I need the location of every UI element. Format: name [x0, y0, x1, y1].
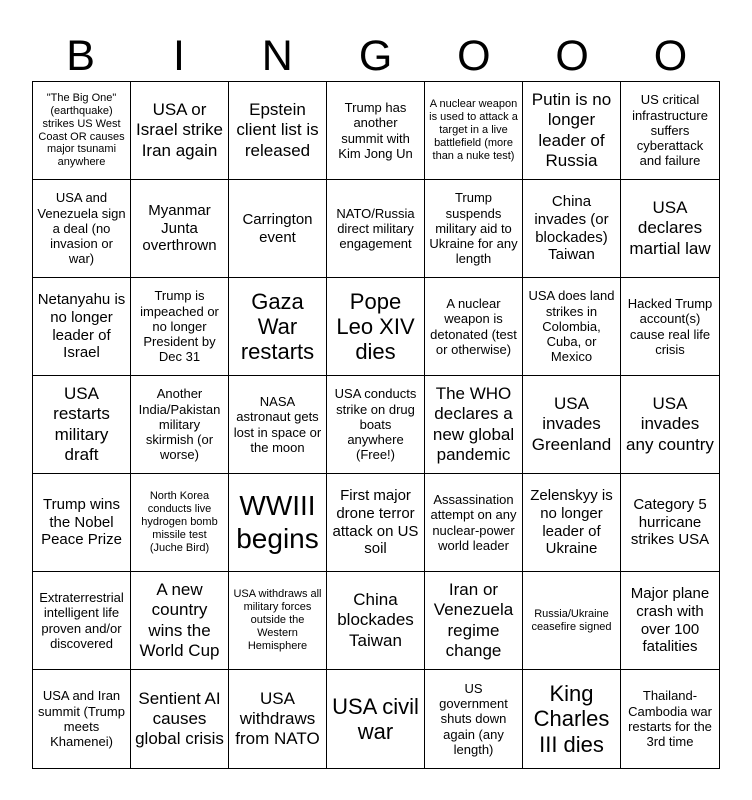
cell-text: Carrington event [242, 210, 313, 246]
bingo-cell[interactable] [425, 376, 523, 474]
cell-text: USA conducts strike on drug boats anywhere (Free!) [334, 386, 417, 463]
cell-text: NATO/Russia direct military engagement [336, 205, 415, 252]
bingo-cell[interactable] [327, 376, 425, 474]
bingo-cell[interactable] [327, 278, 425, 376]
bingo-cell[interactable] [425, 572, 523, 670]
bingo-cell[interactable] [33, 278, 131, 376]
cell-text: "The Big One" (earthquake) strikes US West Coast OR causes major tsunami anywhere [38, 91, 125, 169]
bingo-cell[interactable] [131, 670, 229, 768]
bingo-cell[interactable] [327, 474, 425, 572]
bingo-header [32, 30, 720, 82]
cell-text: USA or Israel strike Iran again [136, 100, 223, 160]
cell-text: Iran or Venezuela regime change [433, 580, 514, 660]
cell-text: Sentient AI causes global crisis [135, 688, 224, 749]
header-letter-n: N [261, 32, 294, 80]
cell-text: USA declares martial law [629, 198, 711, 258]
bingo-cell[interactable] [33, 572, 131, 670]
header-letter-o2: O [555, 32, 590, 80]
cell-text: China invades (or blockades) Taiwan [534, 193, 609, 264]
cell-text: Trump is impeached or no longer President by Dec 31 [140, 288, 219, 365]
cell-text: USA and Iran summit (Trump meets Khamenei) [38, 688, 125, 750]
cell-text: Hacked Trump account(s) cause real life crisis [627, 295, 713, 357]
cell-text: USA withdraws from NATO [235, 688, 320, 749]
bingo-cell[interactable] [621, 82, 719, 180]
header-letter-g: G [358, 32, 394, 80]
bingo-cell[interactable] [425, 180, 523, 278]
bingo-cell[interactable] [425, 670, 523, 768]
bingo-cell[interactable] [621, 376, 719, 474]
cell-text: USA civil war [332, 693, 419, 744]
bingo-cell[interactable] [229, 572, 327, 670]
cell-text: Thailand-Cambodia war restarts for the 3rd time [628, 688, 712, 750]
bingo-cell[interactable] [33, 82, 131, 180]
bingo-cell[interactable] [33, 180, 131, 278]
cell-text: Trump wins the Nobel Peace Prize [41, 495, 122, 549]
bingo-cell[interactable] [523, 572, 621, 670]
bingo-cell[interactable] [327, 180, 425, 278]
bingo-cell[interactable] [229, 670, 327, 768]
cell-text: USA withdraws all military forces outside the Western Hemisphere [233, 588, 322, 652]
bingo-cell[interactable] [425, 278, 523, 376]
bingo-cell[interactable] [523, 180, 621, 278]
bingo-cell[interactable] [523, 474, 621, 572]
bingo-grid [32, 81, 720, 769]
bingo-cell[interactable] [33, 376, 131, 474]
cell-text: US government shuts down again (any length) [439, 680, 508, 757]
bingo-cell[interactable] [131, 474, 229, 572]
cell-text: USA invades Greenland [531, 394, 612, 454]
bingo-cell[interactable] [33, 474, 131, 572]
bingo-cell[interactable] [229, 376, 327, 474]
bingo-cell[interactable] [131, 376, 229, 474]
cell-text: Pope Leo XIV dies [336, 288, 415, 365]
cell-text: A nuclear weapon is detonated (test or otherwise) [430, 295, 517, 357]
cell-text: WWIII begins [236, 490, 319, 554]
bingo-cell[interactable] [621, 474, 719, 572]
cell-text: Extraterrestrial intelligent life proven and/or discovered [39, 589, 124, 651]
header-letter-o3: O [653, 32, 689, 80]
cell-text: Category 5 hurricane strikes USA [630, 495, 710, 549]
bingo-cell[interactable] [621, 572, 719, 670]
cell-text: A nuclear weapon is used to attack a target in a live battlefield (more than a nuke test) [429, 98, 518, 162]
cell-text: Trump has another summit with Kim Jong Un [338, 99, 413, 161]
bingo-cell[interactable] [621, 278, 719, 376]
bingo-cell[interactable] [229, 180, 327, 278]
cell-text: China blockades Taiwan [337, 590, 414, 650]
bingo-cell[interactable] [131, 180, 229, 278]
bingo-cell[interactable] [523, 376, 621, 474]
cell-text: NASA astronaut gets lost in space or the moon [233, 393, 322, 455]
cell-text: Russia/Ukraine ceasefire signed [531, 607, 612, 633]
header-letter-o1: O [457, 32, 492, 80]
cell-text: Putin is no longer leader of Russia [531, 90, 612, 170]
cell-text: US critical infrastructure suffers cyberattack and failure [632, 92, 708, 169]
bingo-cell[interactable] [327, 82, 425, 180]
cell-text: Assassination attempt on any nuclear-power world leader [430, 491, 517, 553]
cell-text: Epstein client list is released [236, 100, 319, 160]
bingo-cell[interactable] [229, 82, 327, 180]
bingo-cell[interactable] [229, 474, 327, 572]
bingo-cell[interactable] [327, 670, 425, 768]
cell-text: Another India/Pakistan military skirmish (or worse) [138, 386, 221, 463]
bingo-cell[interactable] [523, 278, 621, 376]
bingo-cell[interactable] [425, 82, 523, 180]
cell-text: Netanyahu is no longer leader of Israel [37, 291, 126, 362]
cell-text: First major drone terror attack on US soil [332, 487, 419, 558]
bingo-cell[interactable] [327, 572, 425, 670]
bingo-cell[interactable] [33, 670, 131, 768]
cell-text: USA and Venezuela sign a deal (no invasion or war) [37, 190, 126, 267]
bingo-cell[interactable] [425, 474, 523, 572]
bingo-cell[interactable] [523, 670, 621, 768]
bingo-cell[interactable] [621, 670, 719, 768]
cell-text: A new country wins the World Cup [139, 580, 220, 660]
header-letter-i: I [172, 32, 186, 80]
cell-text: Trump suspends military aid to Ukraine for any length [429, 190, 518, 267]
cell-text: Zelenskyy is no longer leader of Ukraine [530, 487, 613, 558]
cell-text: Myanmar Junta overthrown [142, 201, 217, 255]
bingo-cell[interactable] [621, 180, 719, 278]
header-letter-b: B [66, 32, 96, 80]
cell-text: USA restarts military draft [53, 384, 110, 464]
bingo-cell[interactable] [131, 82, 229, 180]
cell-text: USA invades any country [626, 394, 714, 454]
cell-text: North Korea conducts live hydrogen bomb missile test (Juche Bird) [141, 490, 218, 554]
cell-text: USA does land strikes in Colombia, Cuba, or Mexico [528, 288, 615, 365]
bingo-cell[interactable] [131, 278, 229, 376]
bingo-cell[interactable] [523, 82, 621, 180]
cell-text: King Charles III dies [533, 681, 610, 757]
cell-text: Major plane crash with over 100 fatalities [630, 585, 710, 656]
bingo-cell[interactable] [131, 572, 229, 670]
cell-text: Gaza War restarts [240, 288, 315, 365]
bingo-cell[interactable] [229, 278, 327, 376]
cell-text: The WHO declares a new global pandemic [432, 384, 515, 464]
